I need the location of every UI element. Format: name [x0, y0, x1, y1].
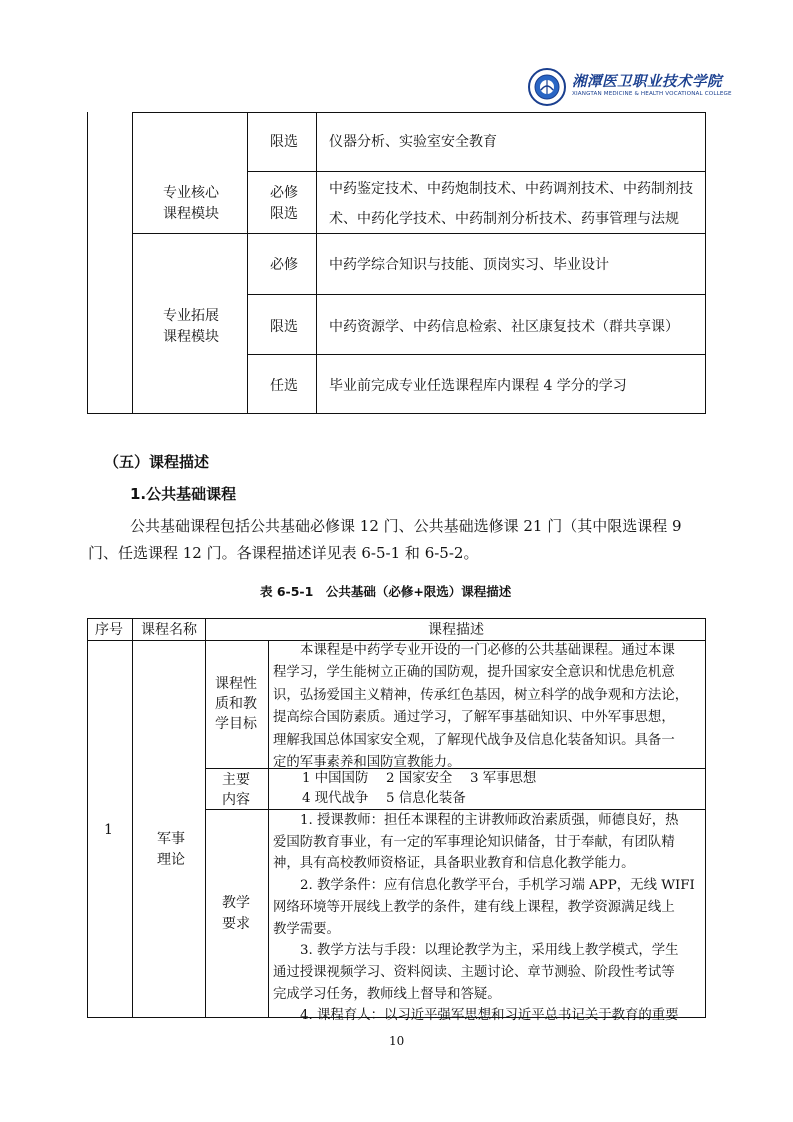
goal-text-line: 识，弘扬爱国主义精神，传承红色基因，树立科学的战争观和方法论，: [273, 687, 689, 703]
goal-label-line3: 学目标: [215, 716, 257, 732]
page-number: 10: [389, 1034, 405, 1048]
module-core-line1: 专业核心: [163, 185, 219, 201]
goal-text-line: 程学习，学生能树立正确的国防观，提升国家安全意识和忧患危机意: [273, 665, 675, 681]
goal-label-line1: 课程性: [215, 676, 257, 692]
intro-para-line1: 公共基础课程包括公共基础必修课 12 门、公共基础选修课 21 门（其中限选课程 9: [130, 517, 682, 535]
module-ext-line1: 专业拓展: [163, 308, 219, 324]
req-text-line: 网络环境等开展线上教学的条件，建有线上课程，教学资源满足线上: [273, 899, 675, 915]
section-subtitle: 1.公共基础课程: [130, 485, 237, 503]
core-type-line1: 必修: [270, 185, 298, 201]
content-topics-line1: 1 中国国防 2 国家安全 3 军事思想: [302, 771, 537, 786]
requirements-text-block: [273, 810, 695, 1027]
module-ext-line2: 课程模块: [163, 329, 219, 345]
core-content-line2: 术、中药化学技术、中药制剂分析技术、药事管理与法规: [329, 211, 679, 227]
row1-content: 仪器分析、实验室安全教育: [329, 134, 497, 150]
goal-text-line: 定的军事素养和国防宣教能力。: [273, 755, 461, 771]
course-name-line2: 理论: [157, 852, 185, 868]
req-text-line: 4. 课程育人：以习近平强军思想和习近平总书记关于教育的重要: [300, 1008, 679, 1024]
req-text-line: 2. 教学条件：应有信息化教学平台，手机学习端 APP，无线 WIFI: [300, 878, 695, 894]
req-text-line: 神，具有高校教师资格证，具备职业教育和信息化教学能力。: [273, 856, 635, 872]
content-topics-line2: 4 现代战争 5 信息化装备: [302, 791, 466, 806]
module-core-line2: 课程模块: [163, 206, 219, 222]
req-text-line: 完成学习任务，教师线上督导和答疑。: [273, 986, 501, 1002]
core-type-line2: 限选: [270, 206, 298, 222]
core-content-line1: 中药鉴定技术、中药炮制技术、中药调剂技术、中药制剂技: [329, 181, 693, 197]
req-text-line: 1. 授课教师：担任本课程的主讲教师政治素质强，师德良好，热: [300, 813, 679, 828]
ext-required-content: 中药学综合知识与技能、顶岗实习、毕业设计: [329, 257, 609, 273]
ext-limited-type: 限选: [270, 319, 298, 335]
college-logo: [528, 68, 733, 108]
goal-text-line: 理解我国总体国家安全观，了解现代战争及信息化装备知识。具备一: [273, 732, 675, 748]
req-text-line: 3. 教学方法与手段：以理论教学为主，采用线上教学模式，学生: [300, 943, 679, 959]
logo-chinese-name: 湘潭医卫职业技术学院: [572, 73, 722, 90]
header-course-name: 课程名称: [141, 622, 197, 638]
goal-text-line: 本课程是中药学专业开设的一门必修的公共基础课程。通过本课: [300, 643, 675, 658]
content-label-line1: 主要: [222, 772, 250, 788]
course-name-line1: 军事: [157, 831, 185, 847]
req-label-line1: 教学: [222, 895, 250, 911]
row-index: 1: [104, 822, 113, 838]
college-seal-icon: [528, 68, 566, 106]
ext-elective-type: 任选: [270, 378, 298, 394]
row1-type: 限选: [270, 134, 298, 150]
intro-para-line2: 门、任选课程 12 门。各课程描述详见表 6-5-1 和 6-5-2。: [88, 544, 479, 562]
ext-limited-content: 中药资源学、中药信息检索、社区康复技术（群共享课）: [329, 319, 679, 335]
table-caption: 表 6-5-1 公共基础（必修+限选）课程描述: [260, 584, 512, 599]
section-title: （五）课程描述: [104, 453, 210, 471]
req-text-line: 爱国防教育事业，有一定的军事理论知识储备，甘于奉献，有团队精: [273, 834, 675, 850]
req-label-line2: 要求: [222, 916, 250, 932]
goal-label-line2: 质和教: [215, 696, 257, 712]
ext-elective-content: 毕业前完成专业任选课程库内课程 4 学分的学习: [329, 378, 627, 394]
goal-text-block: [273, 640, 688, 774]
header-index: 序号: [95, 622, 123, 638]
header-description: 课程描述: [428, 622, 484, 638]
req-text-line: 教学需要。: [273, 921, 340, 937]
req-text-line: 通过授课视频学习、资料阅读、主题讨论、章节测验、阶段性考试等: [273, 964, 675, 980]
logo-english-name: XIANGTAN MEDICINE & HEALTH VOCATIONAL COLLEGE: [572, 91, 732, 97]
ext-required-type: 必修: [270, 257, 298, 273]
content-label-line2: 内容: [222, 792, 250, 808]
goal-text-line: 提高综合国防素质。通过学习，了解军事基础知识、中外军事思想，: [273, 710, 675, 726]
